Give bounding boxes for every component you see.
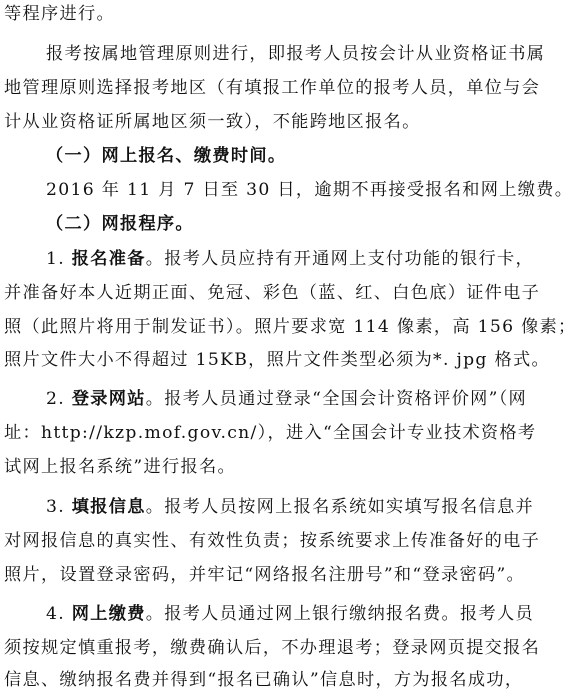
step-1-title: 报名准备: [71, 249, 146, 269]
step-1-line-1: 1. 报名准备。报考人员应持有开通网上支付功能的银行卡，: [46, 249, 534, 269]
step-1-line-4: 照片文件大小不得超过 15KB，照片文件类型必须为*. jpg 格式。: [4, 350, 550, 370]
step-4-line-1: 4. 网上缴费。报考人员通过网上银行缴纳报名费。报考人员: [46, 604, 534, 624]
step-4-line-3: 信息、缴纳报名费并得到“报名已确认”信息时，方为报名成功，: [4, 670, 524, 690]
step-2-line-2: 址：http://kzp.mof.gov.cn/），进入“全国会计专业技术资格考: [4, 423, 537, 443]
step-3-title: 填报信息: [71, 497, 146, 517]
section-heading-2: （二）网报程序。: [46, 214, 194, 234]
text-line-4: 计从业资格证所属地区须一致），不能跨地区报名。: [4, 112, 421, 132]
step-2-line-1: 2. 登录网站。报考人员通过登录“全国会计资格评价网”（网: [46, 389, 528, 409]
step-1-line-2: 并准备好本人近期正面、免冠、彩色（蓝、红、白色底）证件电子: [4, 283, 541, 303]
step-4-line-2: 须按规定慎重报考，缴费确认后，不办理退考；登录网页提交报名: [4, 638, 541, 658]
step-1-line-3: 照（此照片将用于制发证书）。照片要求宽 114 像素，高 156 像素；: [4, 317, 577, 337]
step-3-line-2: 对网报信息的真实性、有效性负责；按系统要求上传准备好的电子: [4, 531, 541, 551]
step-2-title: 登录网站: [71, 389, 146, 409]
step-3-line-3: 照片，设置登录密码，并牢记“网络报名注册号”和“登录密码”。: [4, 565, 526, 585]
step-2-line-3: 试网上报名系统”进行报名。: [4, 457, 236, 477]
text-line-3: 地管理原则选择报考地区（有填报工作单位的报考人员，单位与会: [4, 78, 541, 98]
section-heading-1: （一）网上报名、缴费时间。: [46, 146, 287, 166]
text-line-date: 2016 年 11 月 7 日至 30 日，逾期不再接受报名和网上缴费。: [46, 180, 574, 200]
step-4-title: 网上缴费: [71, 604, 146, 624]
text-line-2: 报考按属地管理原则进行，即报考人员按会计从业资格证书属: [46, 44, 546, 64]
text-line-1: 等程序进行。: [4, 4, 115, 24]
step-3-line-1: 3. 填报信息。报考人员按网上报名系统如实填写报名信息并: [46, 497, 534, 517]
